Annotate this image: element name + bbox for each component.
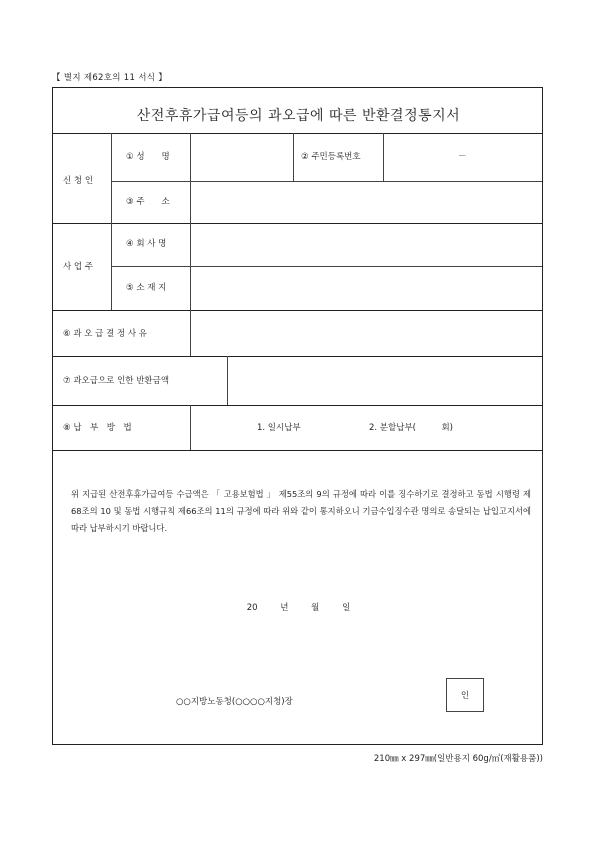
- amount-label-line: [227, 356, 228, 405]
- payment-option-lump-sum[interactable]: 1. 일시납부: [257, 423, 301, 433]
- seal-box: [446, 678, 484, 712]
- group-column-line: [111, 133, 112, 310]
- issue-date: 20 년 월 일: [246, 603, 351, 613]
- title-divider: [53, 133, 542, 134]
- form-frame: [52, 87, 543, 745]
- payment-option-installment[interactable]: 2. 분할납부( 회): [369, 423, 453, 433]
- reason-divider: [53, 356, 542, 357]
- amount-divider: [53, 405, 542, 406]
- address-label: ③ 주 소: [126, 197, 170, 207]
- refund-amount-label: ⑦ 과오급으로 인한 반환금액: [63, 376, 170, 386]
- employer-group-label: 사 업 주: [63, 262, 94, 272]
- payment-label-line: [190, 405, 191, 450]
- name-label: ① 성 명: [126, 152, 170, 162]
- company-name-label: ④ 회 사 명: [126, 239, 167, 249]
- name-value-line: [293, 133, 294, 181]
- notice-text: 위 지급된 산전후휴가급여등 수급액은 「 고용보험법 」 제55조의 9의 규정에 따라 이를 징수하기로 결정하고 동법 시행령 제68조의 10 및 동법 시행규칙 제66조의 11의 규정에 따라 위와 같이 통지하오니 기금수입징수관 명의로 송달되는 납입고지서에 따라 납부하시기 바랍니다.: [71, 489, 531, 533]
- reason-label: ⑥ 과 오 급 결 정 사 유: [63, 329, 148, 339]
- applicant-row-divider: [111, 181, 542, 182]
- form-number-label: 【 별지 제62호의 11 서식 】: [52, 73, 168, 83]
- rrn-label: ② 주민등록번호: [301, 152, 361, 162]
- payment-method-label: ⑧ 납 부 방 법: [63, 423, 132, 433]
- label-column-line: [190, 133, 191, 356]
- issuing-office: ○○지방노동청(○○○○지청)장: [176, 697, 293, 707]
- seal-label: 인: [460, 691, 470, 701]
- employer-row-divider: [111, 266, 542, 267]
- applicant-section-divider: [53, 223, 542, 224]
- rrn-field[interactable]: －: [458, 152, 467, 162]
- rrn-label-line: [383, 133, 384, 181]
- applicant-group-label: 신 청 인: [63, 176, 94, 186]
- employer-section-divider: [53, 310, 542, 311]
- payment-divider: [53, 450, 542, 451]
- paper-spec-footer: 210㎜ x 297㎜(일반용지 60g/㎡(재활용품)): [373, 754, 543, 764]
- form-title: 산전후휴가급여등의 과오급에 따른 반환결정통지서: [136, 108, 461, 124]
- company-location-label: ⑤ 소 재 지: [126, 283, 167, 293]
